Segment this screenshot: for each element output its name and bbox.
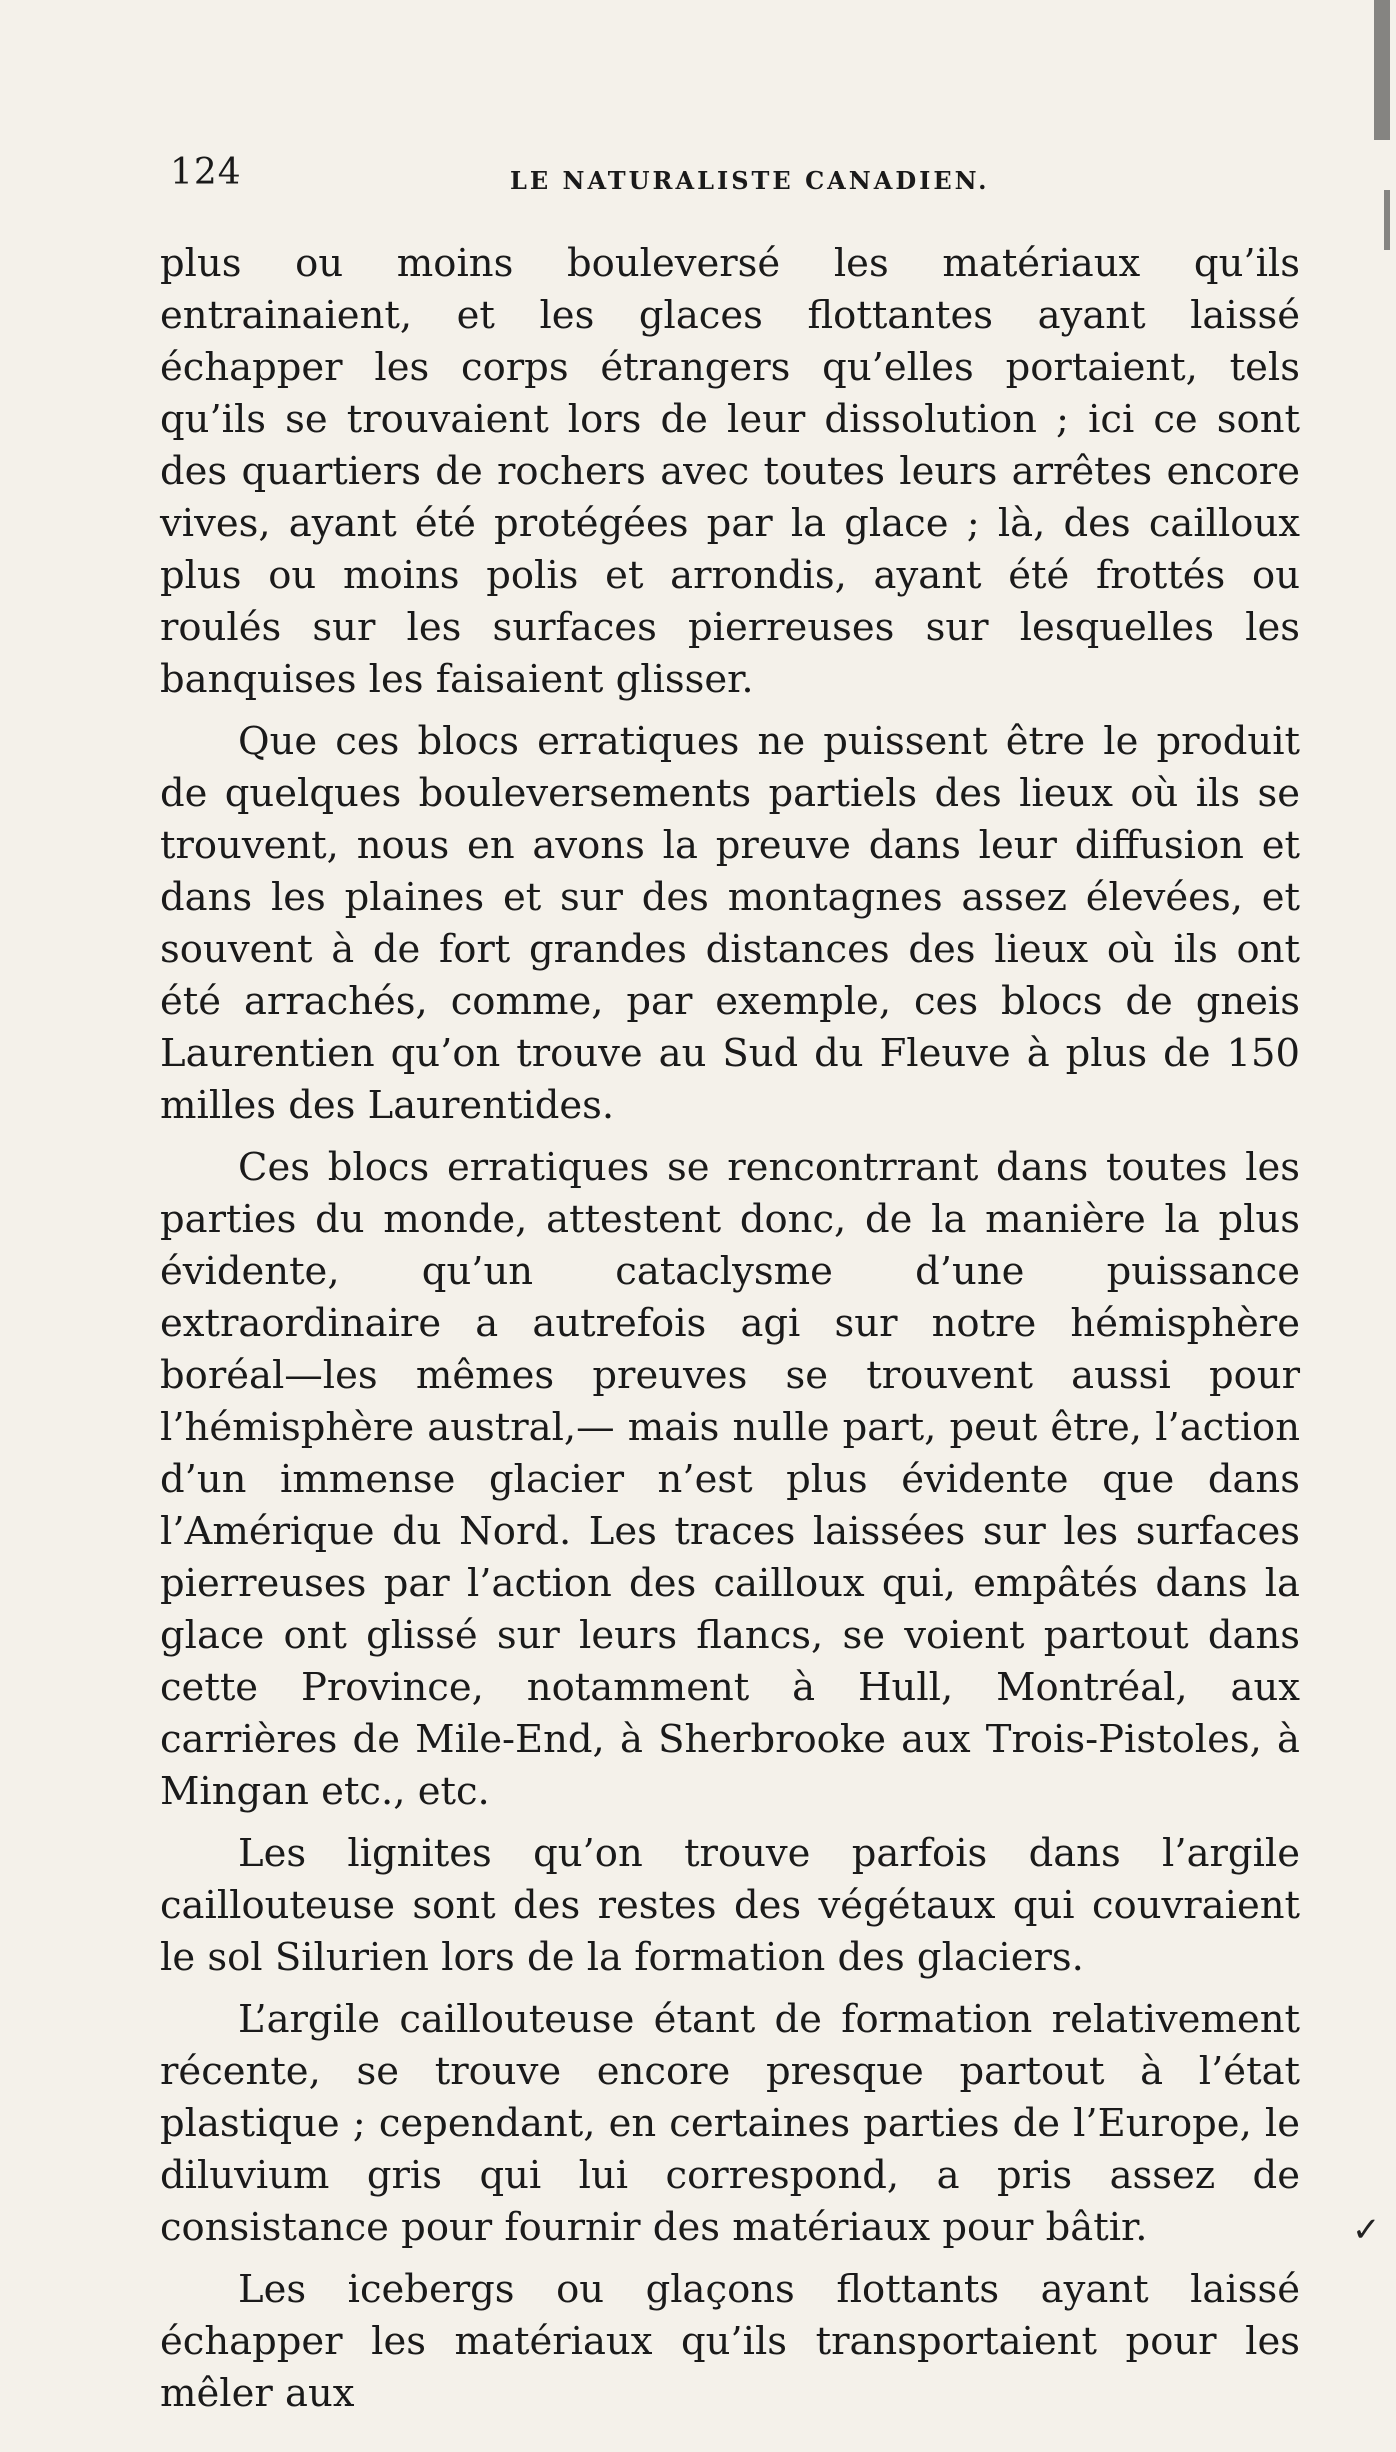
paragraph-6: Les icebergs ou glaçons flottants ayant laissé échapper les matériaux qu’ils transportaient pour les mêler aux	[160, 2267, 1300, 2416]
running-title: LE NATURALISTE CANADIEN.	[510, 166, 990, 195]
scan-edge-mark	[1374, 0, 1390, 140]
page-header	[170, 152, 1300, 202]
paragraph-2: Que ces blocs erratiques ne puissent être le produit de quelques bouleversements partiels des lieux où ils se trouvent, nous en avons la preuve dans leur diffusion et dans les plaines et sur des montagnes assez élevées, et souvent à de fort grandes distances des lieux où ils ont été arrachés, comme, par exemple, ces blocs de gneis Laurentien qu’on trouve au Sud du Fleuve à plus de 150 milles des Laurentides.	[160, 719, 1300, 1128]
paragraph-1: plus ou moins bouleversé les matériaux qu’ils entrainaient, et les glaces flottantes ayant laissé échapper les corps étrangers qu’elles portaient, tels qu’ils se trouvaient lors de leur dissolution ; ici ce sont des quartiers de rochers avec toutes leurs arrêtes encore vives, ayant été protégées par la glace ; là, des cailloux plus ou moins polis et arrondis, ayant été frottés ou roulés sur les surfaces pierreuses sur lesquelles les banquises les faisaient glisser.	[160, 241, 1300, 702]
margin-mark: ✓	[1352, 2210, 1381, 2250]
body-text	[160, 238, 1300, 2430]
paragraph-4: Les lignites qu’on trouve parfois dans l’argile caillouteuse sont des restes des végétaux qui couvraient le sol Silurien lors de la formation des glaciers.	[160, 1831, 1300, 1980]
paragraph-5: L’argile caillouteuse étant de formation relativement récente, se trouve encore presque partout à l’état plastique ; cependant, en certaines parties de l’Europe, le diluvium gris qui lui correspond, a pris assez de consistance pour fournir des matériaux pour bâtir.	[160, 1997, 1300, 2250]
paragraph-3: Ces blocs erratiques se rencontrrant dans toutes les parties du monde, attestent donc, de la manière la plus évidente, qu’un cataclysme d’une puissance extraordinaire a autrefois agi sur notre hémisphère boréal—les mêmes preuves se trouvent aussi pour l’hémisphère austral,— mais nulle part, peut être, l’action d’un immense glacier n’est plus évidente que dans l’Amérique du Nord. Les traces laissées sur les surfaces pierreuses par l’action des cailloux qui, empâtés dans la glace ont glissé sur leurs flancs, se voient partout dans cette Province, notamment à Hull, Montréal, aux carrières de Mile-End, à Sherbrooke aux Trois-Pistoles, à Mingan etc., etc.	[160, 1145, 1300, 1814]
page-number: 124	[170, 152, 242, 193]
scan-edge-mark	[1384, 190, 1390, 250]
